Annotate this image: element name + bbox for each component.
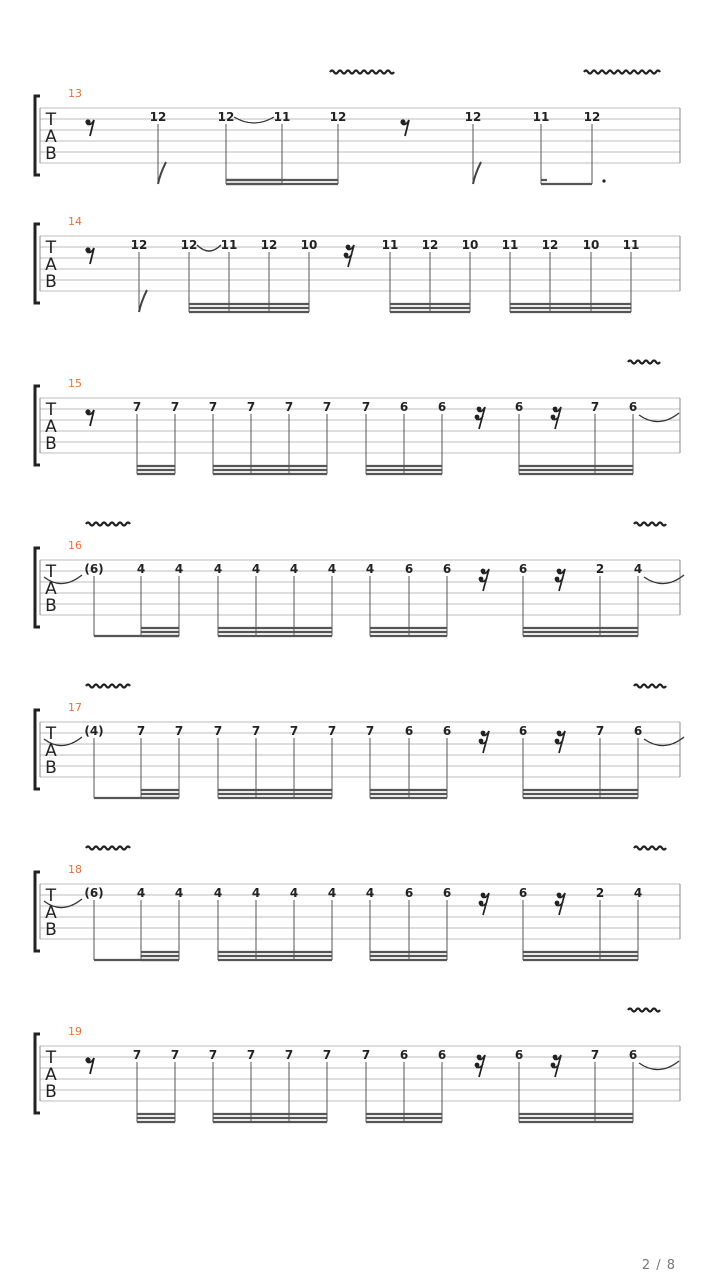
eighth-rest: [85, 247, 94, 264]
fret-number: 7: [361, 400, 371, 414]
tab-clef-letter: A: [45, 1065, 57, 1085]
fret-number: 10: [300, 238, 318, 252]
fret-number: 6: [399, 400, 409, 414]
system-bracket: [35, 1034, 40, 1113]
fret-number: (6): [84, 886, 104, 900]
tab-clef-letter: T: [45, 886, 57, 906]
fret-number: 10: [582, 238, 600, 252]
sixteenth-rest: [479, 731, 489, 753]
fret-number: 6: [399, 1048, 409, 1062]
fret-number: 6: [633, 724, 643, 738]
fret-number: 2: [595, 562, 605, 576]
fret-number: 11: [532, 110, 550, 124]
measure-number: 18: [68, 863, 82, 876]
fret-number: 7: [590, 1048, 600, 1062]
fret-number: 7: [284, 1048, 294, 1062]
system-bracket: [35, 872, 40, 951]
eighth-rest: [85, 119, 94, 136]
fret-number: 11: [381, 238, 399, 252]
fret-number: 7: [136, 724, 146, 738]
system-bracket: [35, 386, 40, 465]
fret-number: 12: [421, 238, 439, 252]
fret-number: 7: [208, 400, 218, 414]
fret-number: 4: [327, 886, 337, 900]
fret-number: 6: [628, 1048, 638, 1062]
tab-system-15: [35, 377, 680, 474]
fret-number: 11: [273, 110, 291, 124]
system-bracket: [35, 224, 40, 303]
fret-number: 6: [437, 400, 447, 414]
fret-number: 7: [132, 400, 142, 414]
fret-number: 7: [246, 1048, 256, 1062]
fret-number: 7: [590, 400, 600, 414]
tab-system-14: [35, 215, 680, 312]
fret-number: 12: [260, 238, 278, 252]
fret-number: 6: [442, 724, 452, 738]
fret-number: 6: [518, 562, 528, 576]
vibrato-mark: [86, 685, 130, 688]
tab-system-19: [35, 1025, 680, 1122]
fret-number: 7: [361, 1048, 371, 1062]
tab-clef-letter: T: [45, 562, 57, 582]
fret-number: 4: [365, 562, 375, 576]
fret-number: 4: [365, 886, 375, 900]
fret-number: 12: [130, 238, 148, 252]
measure-number: 14: [68, 215, 82, 228]
fret-number: 6: [404, 724, 414, 738]
fret-number: 7: [246, 400, 256, 414]
tab-system-18: [35, 863, 680, 960]
fret-number: 4: [633, 886, 643, 900]
page-number: 2 / 8: [641, 1258, 676, 1273]
fret-number: 12: [149, 110, 167, 124]
tab-clef-letter: A: [45, 903, 57, 923]
tab-clef-letter: B: [45, 920, 57, 940]
fret-number: 12: [180, 238, 198, 252]
fret-number: 2: [595, 886, 605, 900]
fret-number: 7: [213, 724, 223, 738]
fret-number: 6: [404, 886, 414, 900]
measure-number: 16: [68, 539, 82, 552]
tie: [234, 117, 274, 123]
note-flag: [139, 290, 147, 312]
fret-number: 4: [174, 886, 184, 900]
fret-number: 7: [170, 400, 180, 414]
fret-number: 4: [633, 562, 643, 576]
fret-number: 6: [518, 724, 528, 738]
tab-clef-letter: A: [45, 741, 57, 761]
fret-number: 11: [622, 238, 640, 252]
fret-number: 10: [461, 238, 479, 252]
fret-number: 12: [217, 110, 235, 124]
sixteenth-rest: [475, 1055, 485, 1077]
tab-system-17: [35, 701, 684, 798]
fret-number: 7: [208, 1048, 218, 1062]
fret-number: 4: [136, 886, 146, 900]
tab-clef-letter: B: [45, 596, 57, 616]
fret-number: 7: [365, 724, 375, 738]
sixteenth-rest: [475, 407, 485, 429]
vibrato-mark: [628, 361, 660, 364]
eighth-rest: [400, 119, 409, 136]
vibrato-mark: [634, 847, 666, 850]
system-bracket: [35, 548, 40, 627]
fret-number: (4): [84, 724, 104, 738]
fret-number: 6: [514, 400, 524, 414]
system-bracket: [35, 710, 40, 789]
fret-number: 12: [583, 110, 601, 124]
fret-number: 7: [284, 400, 294, 414]
fret-number: 12: [329, 110, 347, 124]
fret-number: 12: [464, 110, 482, 124]
fret-number: 7: [322, 400, 332, 414]
fret-number: 7: [327, 724, 337, 738]
fret-number: 6: [404, 562, 414, 576]
vibrato-mark: [86, 523, 130, 526]
tab-system-16: [35, 539, 684, 636]
fret-number: 4: [327, 562, 337, 576]
fret-number: 7: [595, 724, 605, 738]
tab-clef-letter: T: [45, 724, 57, 744]
sixteenth-rest: [555, 893, 565, 915]
fret-number: (6): [84, 562, 104, 576]
system-bracket: [35, 96, 40, 175]
fret-number: 7: [322, 1048, 332, 1062]
eighth-rest: [85, 1057, 94, 1074]
sixteenth-rest: [479, 569, 489, 591]
fret-number: 7: [251, 724, 261, 738]
tab-clef-letter: T: [45, 238, 57, 258]
sixteenth-rest: [551, 1055, 561, 1077]
note-flag: [158, 162, 166, 184]
tab-clef-letter: T: [45, 400, 57, 420]
fret-number: 4: [251, 886, 261, 900]
tie: [197, 245, 221, 251]
vibrato-mark: [634, 523, 666, 526]
fret-number: 7: [170, 1048, 180, 1062]
tab-system-13: [35, 87, 680, 184]
tab-clef-letter: A: [45, 417, 57, 437]
sixteenth-rest: [555, 569, 565, 591]
fret-number: 4: [251, 562, 261, 576]
tab-clef-letter: T: [45, 1048, 57, 1068]
fret-number: 6: [514, 1048, 524, 1062]
tab-clef-letter: A: [45, 579, 57, 599]
sixteenth-rest: [555, 731, 565, 753]
sixteenth-rest: [344, 245, 354, 267]
vibrato-mark: [330, 71, 394, 74]
eighth-rest: [85, 409, 94, 426]
tab-clef-letter: B: [45, 1082, 57, 1102]
fret-number: 6: [518, 886, 528, 900]
tab-clef-letter: A: [45, 127, 57, 147]
vibrato-mark: [584, 71, 660, 74]
fret-number: 11: [220, 238, 238, 252]
dotted-note: [602, 179, 605, 182]
fret-number: 4: [213, 886, 223, 900]
vibrato-mark: [628, 1009, 660, 1012]
fret-number: 12: [541, 238, 559, 252]
tab-clef-letter: T: [45, 110, 57, 130]
fret-number: 6: [442, 886, 452, 900]
fret-number: 4: [213, 562, 223, 576]
tab-clef-letter: A: [45, 255, 57, 275]
vibrato-mark: [86, 847, 130, 850]
measure-number: 15: [68, 377, 82, 390]
fret-number: 11: [501, 238, 519, 252]
tab-clef-letter: B: [45, 758, 57, 778]
sixteenth-rest: [551, 407, 561, 429]
tab-clef-letter: B: [45, 272, 57, 292]
sixteenth-rest: [479, 893, 489, 915]
fret-number: 4: [174, 562, 184, 576]
fret-number: 6: [437, 1048, 447, 1062]
measure-number: 17: [68, 701, 82, 714]
measure-number: 19: [68, 1025, 82, 1038]
fret-number: 6: [442, 562, 452, 576]
fret-number: 7: [132, 1048, 142, 1062]
tab-clef-letter: B: [45, 144, 57, 164]
fret-number: 4: [136, 562, 146, 576]
fret-number: 4: [289, 886, 299, 900]
measure-number: 13: [68, 87, 82, 100]
fret-number: 7: [174, 724, 184, 738]
tab-clef-letter: B: [45, 434, 57, 454]
vibrato-mark: [634, 685, 666, 688]
note-flag: [473, 162, 481, 184]
fret-number: 6: [628, 400, 638, 414]
fret-number: 7: [289, 724, 299, 738]
fret-number: 4: [289, 562, 299, 576]
